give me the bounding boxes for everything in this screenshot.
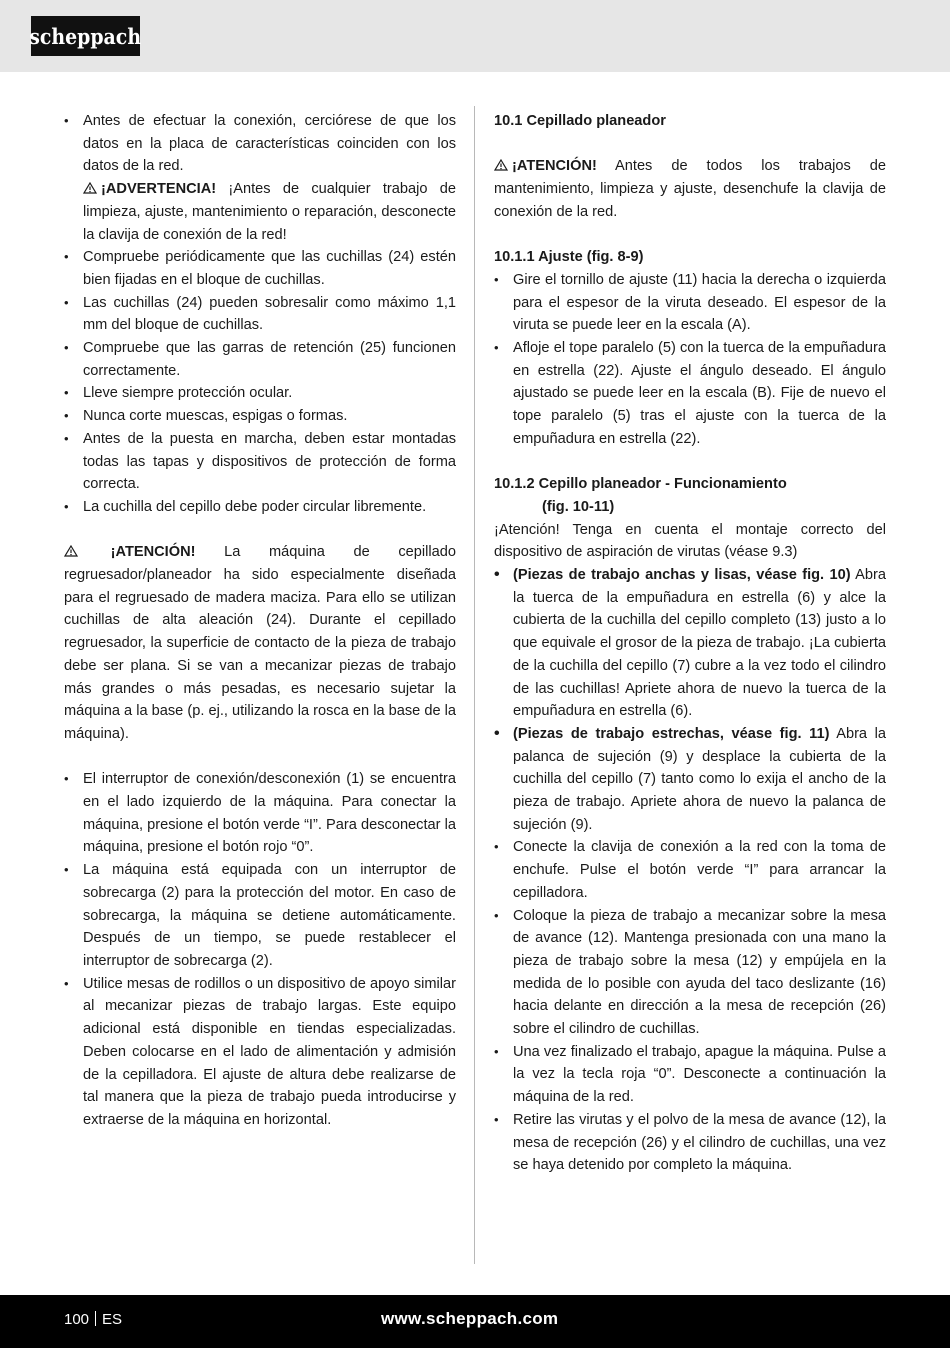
adjust-list [494, 269, 886, 451]
list-item: • La máquina está equipada con un interruptor de sobrecarga (2) para la protección del motor. En caso de sobrecarga, la máquina se detiene automáticamente. Después de un tiempo, se puede restablecer el interruptor de sobrecarga (2). [64, 859, 456, 973]
list-item: • El interruptor de conexión/desconexión (1) se encuentra en el lado izquierdo de la máquina. Para conectar la máquina, presione el botón verde “I”. Para desconectar la máquina, presione el botón rojo “0”. [64, 768, 456, 859]
atencion-note: ¡Atención! Tenga en cuenta el montaje correcto del dispositivo de aspiración de virutas (véase 9.3) [494, 521, 886, 561]
advertencia-note [64, 178, 456, 246]
atencion-label: ¡ATENCIÓN! [110, 544, 196, 561]
page-number-value: 100 [64, 1311, 90, 1328]
website-url[interactable]: www.scheppach.com [381, 1309, 559, 1328]
list-item: • Lleve siempre protección ocular. [64, 382, 456, 405]
subsection-heading: 10.1.1 Ajuste (fig. 8-9) [494, 249, 644, 266]
list-item: • Retire las virutas y el polvo de la mesa de avance (12), la mesa de recepción (26) y el cilindro de cuchillas, una vez se haya detenido por completo la máquina. [494, 1109, 886, 1177]
atencion-paragraph [494, 155, 886, 223]
list-item: • Nunca corte muescas, espigas o formas. [64, 405, 456, 428]
page-separator [95, 1311, 96, 1326]
warning-icon [83, 182, 97, 194]
list-item: • Las cuchillas (24) pueden sobresalir como máximo 1,1 mm del bloque de cuchillas. [64, 292, 456, 337]
warning-icon [494, 159, 508, 171]
list-item: • Coloque la pieza de trabajo a mecanizar sobre la mesa de avance (12). Mantenga presionada con una mano la pieza de trabajo sobre la mesa (12) y empújela en la medida de lo posible con ayuda del taco deslizante (16) hacia delante en dirección a la mesa de recepción (26) sobre el cilindro de cuchillas. [494, 905, 886, 1041]
subsection-heading [494, 473, 886, 518]
list-item [494, 723, 886, 837]
safety-list [64, 110, 456, 519]
right-column [494, 110, 886, 1177]
page-header [0, 0, 950, 72]
left-column [64, 110, 456, 1132]
heading-line2: (fig. 10-11) [542, 498, 615, 515]
list-item: • Gire el tornillo de ajuste (11) hacia la derecha o izquierda para el espesor de la viruta deseado. El espesor de la viruta se puede leer en la escala (A). [494, 269, 886, 337]
list-item: • Compruebe periódicamente que las cuchillas (24) estén bien fijadas en el bloque de cuchillas. [64, 246, 456, 291]
list-item: • Antes de efectuar la conexión, cerciórese de que los datos en la placa de características coinciden con los datos de la red. [64, 110, 456, 178]
advertencia-text: ¡Antes de cualquier trabajo de limpieza, ajuste, mantenimiento o reparación, desconecte la clavija de conexión de la red! [83, 181, 456, 243]
list-item: • Una vez finalizado el trabajo, apague la máquina. Pulse a la vez la tecla roja “0”. Desconecte a continuación la máquina de la red. [494, 1041, 886, 1109]
section-heading: 10.1 Cepillado planeador [494, 113, 666, 129]
list-item: • Antes de la puesta en marcha, deben estar montadas todas las tapas y dispositivos de protección de forma correcta. [64, 428, 456, 496]
language-code: ES [102, 1311, 123, 1328]
item-label: (Piezas de trabajo anchas y lisas, véase fig. 10) [513, 567, 851, 584]
operation-list [494, 564, 886, 1177]
list-item: • Afloje el tope paralelo (5) con la tuerca de la empuñadura en estrella (22). Ajuste el ángulo deseado. El ángulo ajustado se puede leer en la escala (B). Fije de nuevo el tope paralelo (5) tras el ajuste con la tuerca de la empuñadura en estrella (22). [494, 337, 886, 451]
scheppach-logo [31, 16, 140, 56]
atencion-label: ¡ATENCIÓN! [512, 158, 597, 175]
column-divider [474, 106, 475, 1264]
page-footer [0, 1295, 950, 1348]
advertencia-label: ¡ADVERTENCIA! [101, 181, 217, 198]
atencion-text: La máquina de cepillado regruesador/planeador ha sido especialmente diseñada para el regruesado de madera maciza. Para ello se utilizan cuchillas de alta aleación (24). Durante el cepillado regruesador, la superficie de contacto de la pieza de trabajo debe ser plana. Si se van a mecanizar piezas de trabajo más grandes o más pesadas, es necesario sujetar la máquina a la base (p. ej., utilizando la rosca en la base de la máquina). [64, 544, 456, 742]
warning-icon [64, 545, 78, 557]
heading-line1: 10.1.2 Cepillo planeador - Funcionamiento [494, 476, 787, 493]
page-number [64, 1311, 122, 1328]
item-text: Abra la palanca de sujeción (9) y desplace la cubierta de la cuchilla del cepillo (7) tanto como lo exija el ancho de la pieza de trabajo. Apriete ahora de nuevo la palanca de sujeción (9). [513, 725, 886, 833]
item-text: Abra la tuerca de la empuñadura en estrella (6) y alce la cubierta de la cuchilla del cepillo completo (13) justo a lo que equivale el grosor de la pieza de trabajo. ¡La cubierta de la cuchilla del cepillo (7) cubre a la vez todo el cilindro de las cuchillas! Apriete ahora de nuevo la tuerca de la empuñadura en estrella (6). [513, 567, 887, 720]
list-item: • Compruebe que las garras de retención (25) funcionen correctamente. [64, 337, 456, 382]
list-item [494, 564, 886, 723]
operation-list [64, 768, 456, 1131]
logo-text: scheppach [29, 23, 142, 49]
atencion-paragraph [64, 541, 456, 745]
list-item: • Utilice mesas de rodillos o un dispositivo de apoyo similar al mecanizar piezas de trabajo largas. Este equipo adicional está disponible en tiendas especializadas. Deben colocarse en el lado de alimentación y admisión de la cepilladora. El ajuste de altura debe realizarse de tal manera que la pieza de trabajo pueda introducirse y extraerse de la máquina en horizontal. [64, 973, 456, 1132]
item-label: (Piezas de trabajo estrechas, véase fig. 11) [513, 725, 830, 742]
atencion-text: Antes de todos los trabajos de mantenimiento, limpieza y ajuste, desenchufe la clavija de conexión de la red. [494, 158, 886, 220]
list-item: • La cuchilla del cepillo debe poder circular libremente. [64, 496, 456, 519]
list-item: • Conecte la clavija de conexión a la red con la toma de enchufe. Pulse el botón verde “I” para arrancar la cepilladora. [494, 836, 886, 904]
